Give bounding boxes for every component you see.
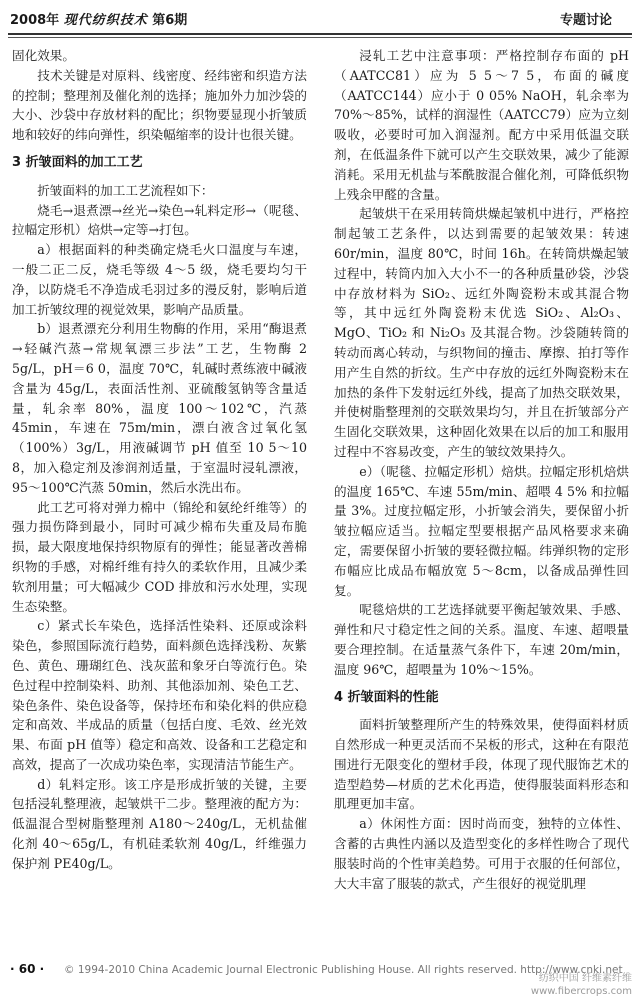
- paragraph: a）根据面料的种类确定烧毛火口温度与车速，一般二正二反，烧毛等级 4～5 级，烧毛要均匀干净，以防烧毛不净造成毛羽过多的漫反射，影响后道加工折皱纹理的视觉效果，影响产品质量。: [12, 242, 307, 317]
- page-number: · 60 ·: [10, 962, 45, 976]
- watermark-url: www.fibercrops.com: [530, 986, 632, 997]
- copyright-notice: © 1994-2010 China Academic Journal Electronic Publishing House. All rights reserved. http://www.cnki.net: [64, 964, 623, 976]
- paragraph: 浸轧工艺中注意事项：严格控制存布面的 pH（AATCC81）应为 5 5～7 5，布面的碱度（AATCC144）应小于 0 05% NaOH，轧余率为 70%～85%，试样的润湿性（AATCC79）应为立刻吸收，必要时可加入润湿剂。配方中采用低温交联剂，在低温条件下就可以产生交联效果，减少了能源消耗。采用无机盐与苯酰胺混合催化剂，可降低织物上残余甲醛的含量。: [334, 48, 629, 202]
- process-flow: 烧毛→退煮漂→丝光→染色→轧料定形→（呢毯、拉幅定形机）焙烘→定等→打包。: [12, 202, 307, 238]
- section-heading: 4 折皱面料的性能: [334, 689, 439, 705]
- section-title: 专题讨论: [559, 13, 612, 28]
- left-column: [12, 46, 307, 874]
- issue-number: 第6期: [152, 13, 188, 28]
- header-rule-thin: [8, 37, 632, 38]
- paragraph: e）（呢毯、拉幅定形机）焙烘。拉幅定形机焙烘的温度 165℃、车速 55m/min、超喂 4 5% 和拉幅量 3%。过度拉幅定形，小折皱会消失，要保留小折皱拉幅应适当。拉幅定型要根据产品风格要求来确定，需要保留小折皱的要轻微拉幅。纬弹织物的定形布幅应比成品布幅放宽 5～8cm，以备成品弹性回复。: [334, 463, 629, 598]
- paragraph: 技术关键是对原料、线密度、经纬密和织造方法的控制；整理剂及催化剂的选择；施加外力加沙袋的大小、沙袋中存放材料的配比；织物要显现小折皱质地和较好的纬向弹性，织染幅缩率的设计也很关键。: [12, 67, 307, 143]
- paragraph: 呢毯焙烘的工艺选择就要平衡起皱效果、手感、弹性和尺寸稳定性之间的关系。温度、车速、超喂量要合理控制。在适量蒸气条件下，车速 20m/min，温度 96℃，超喂量为 10%～15%。: [334, 602, 629, 677]
- issue-year: 2008年: [10, 13, 60, 28]
- watermark: [531, 972, 632, 998]
- section-heading: 3 折皱面料的加工工艺: [12, 154, 143, 170]
- header-rule: [8, 33, 632, 35]
- paragraph: 起皱烘干在采用转筒烘燥起皱机中进行，严格控制起皱工艺条件，以达到需要的起皱效果：转速 60r/min，温度 80℃，时间 16h。在转筒烘燥起皱过程中，转筒内加入大小不一的各种质量砂袋，沙袋中存放材料为 SiO₂、远红外陶瓷粉末或其混合物等，其中远红外陶瓷粉末优选 SiO₂、Al₂O₃、MgO、TiO₂ 和 Ni₂O₃ 及其混合物。沙袋随转筒的转动而离心转动，与织物间的撞击、摩擦、拍打等作用产生自然的折纹。生产中存放的远红外陶瓷粉末在加热的条件下发射远红外线，提高了加热交联效果，并使树脂整理剂的交联效果均匀，并且在折皱部分产生固化交联效果，这种固化效果在以后的加工和服用过程中不容易改变，产生的皱纹效果持久。: [334, 206, 629, 459]
- paragraph: 此工艺可将对弹力棉中（锦纶和氨纶纤维等）的强力损伤降到最小，同时可减少棉布失重及局布脆损，最大限度地保持织物原有的弹性；能显著改善棉织物的手感，对棉纤维有持久的柔软作用，且减少柔软剂用量；可大幅减少 COD 排放和污水处理，实现生态染整。: [12, 499, 307, 614]
- paragraph: 面料折皱整理所产生的特殊效果，使得面料材质自然形成一种更灵活而不呆板的形式，这种在有限范围进行无限变化的塑材手段，体现了现代服饰艺术的造型趋势—材质的艺术化再造，使得服装面料形态和肌理更加丰富。: [334, 717, 629, 812]
- right-column: [334, 46, 629, 893]
- paragraph: b）退煮漂充分利用生物酶的作用，采用“酶退煮→轻碱汽蒸→常规氧漂三步法”工艺，生物酶 2 5g/L，pH＝6 0，温度 70℃，轧碱时煮练液中碱液含量为 45g/L，表面活性剂、亚硫酸氢钠等含量适量，轧余率 80%，温度 100～102℃，汽蒸 45min，车速在 75m/min，漂白液含过氧化氢（100%）3g/L，用液碱调节 pH 值至 10 5～10 8，加入稳定剂及渗润剂适量，于室温时浸轧漂液，95～100℃汽蒸 50min，然后水洗出布。: [12, 321, 307, 495]
- paragraph: 固化效果。: [12, 48, 75, 63]
- page-header: [0, 0, 640, 40]
- paragraph: 折皱面料的加工工艺流程如下：: [37, 182, 214, 198]
- paragraph: c）紧式长车染色，选择活性染料、还原或涂料染色，参照国际流行趋势，面料颜色选择浅粉、灰紫色、黄色、珊瑚红色、浅灰蓝和象牙白等流行色。染色过程中控制染料、助剂、其他添加剂、染色工艺、染色条件、染色设备等，保持坯布和染化料的供应稳定和高效、半成品的质量（包括白度、毛效、丝光效果、布面 pH 值等）稳定和高效、设备和工艺稳定和高效，提高了一次成功染色率，实现清洁节能生产。: [12, 618, 307, 772]
- watermark-text: 纺织中国 纤维素纤维: [538, 973, 632, 984]
- paragraph: d）轧料定形。该工序是形成折皱的关键，主要包括浸轧整理液，起皱烘干二步。整理液的配方为：低温混合型树脂整理剂 A180～240g/L，无机盐催化剂 40～65g/L，有机硅柔软剂 40g/L，纤维强力保护剂 PE40g/L。: [12, 776, 307, 871]
- paragraph: a）休闲性方面：因时尚而变，独特的立体性、含蓄的古典性内涵以及造型变化的多样性吻合了现代服装时尚的个性审美趋势。可用于衣服的任何部位，大大丰富了服装的款式，产生很好的视觉肌理: [334, 816, 629, 891]
- journal-logo: 现代纺织技术: [63, 13, 148, 28]
- journal-issue: [10, 9, 187, 28]
